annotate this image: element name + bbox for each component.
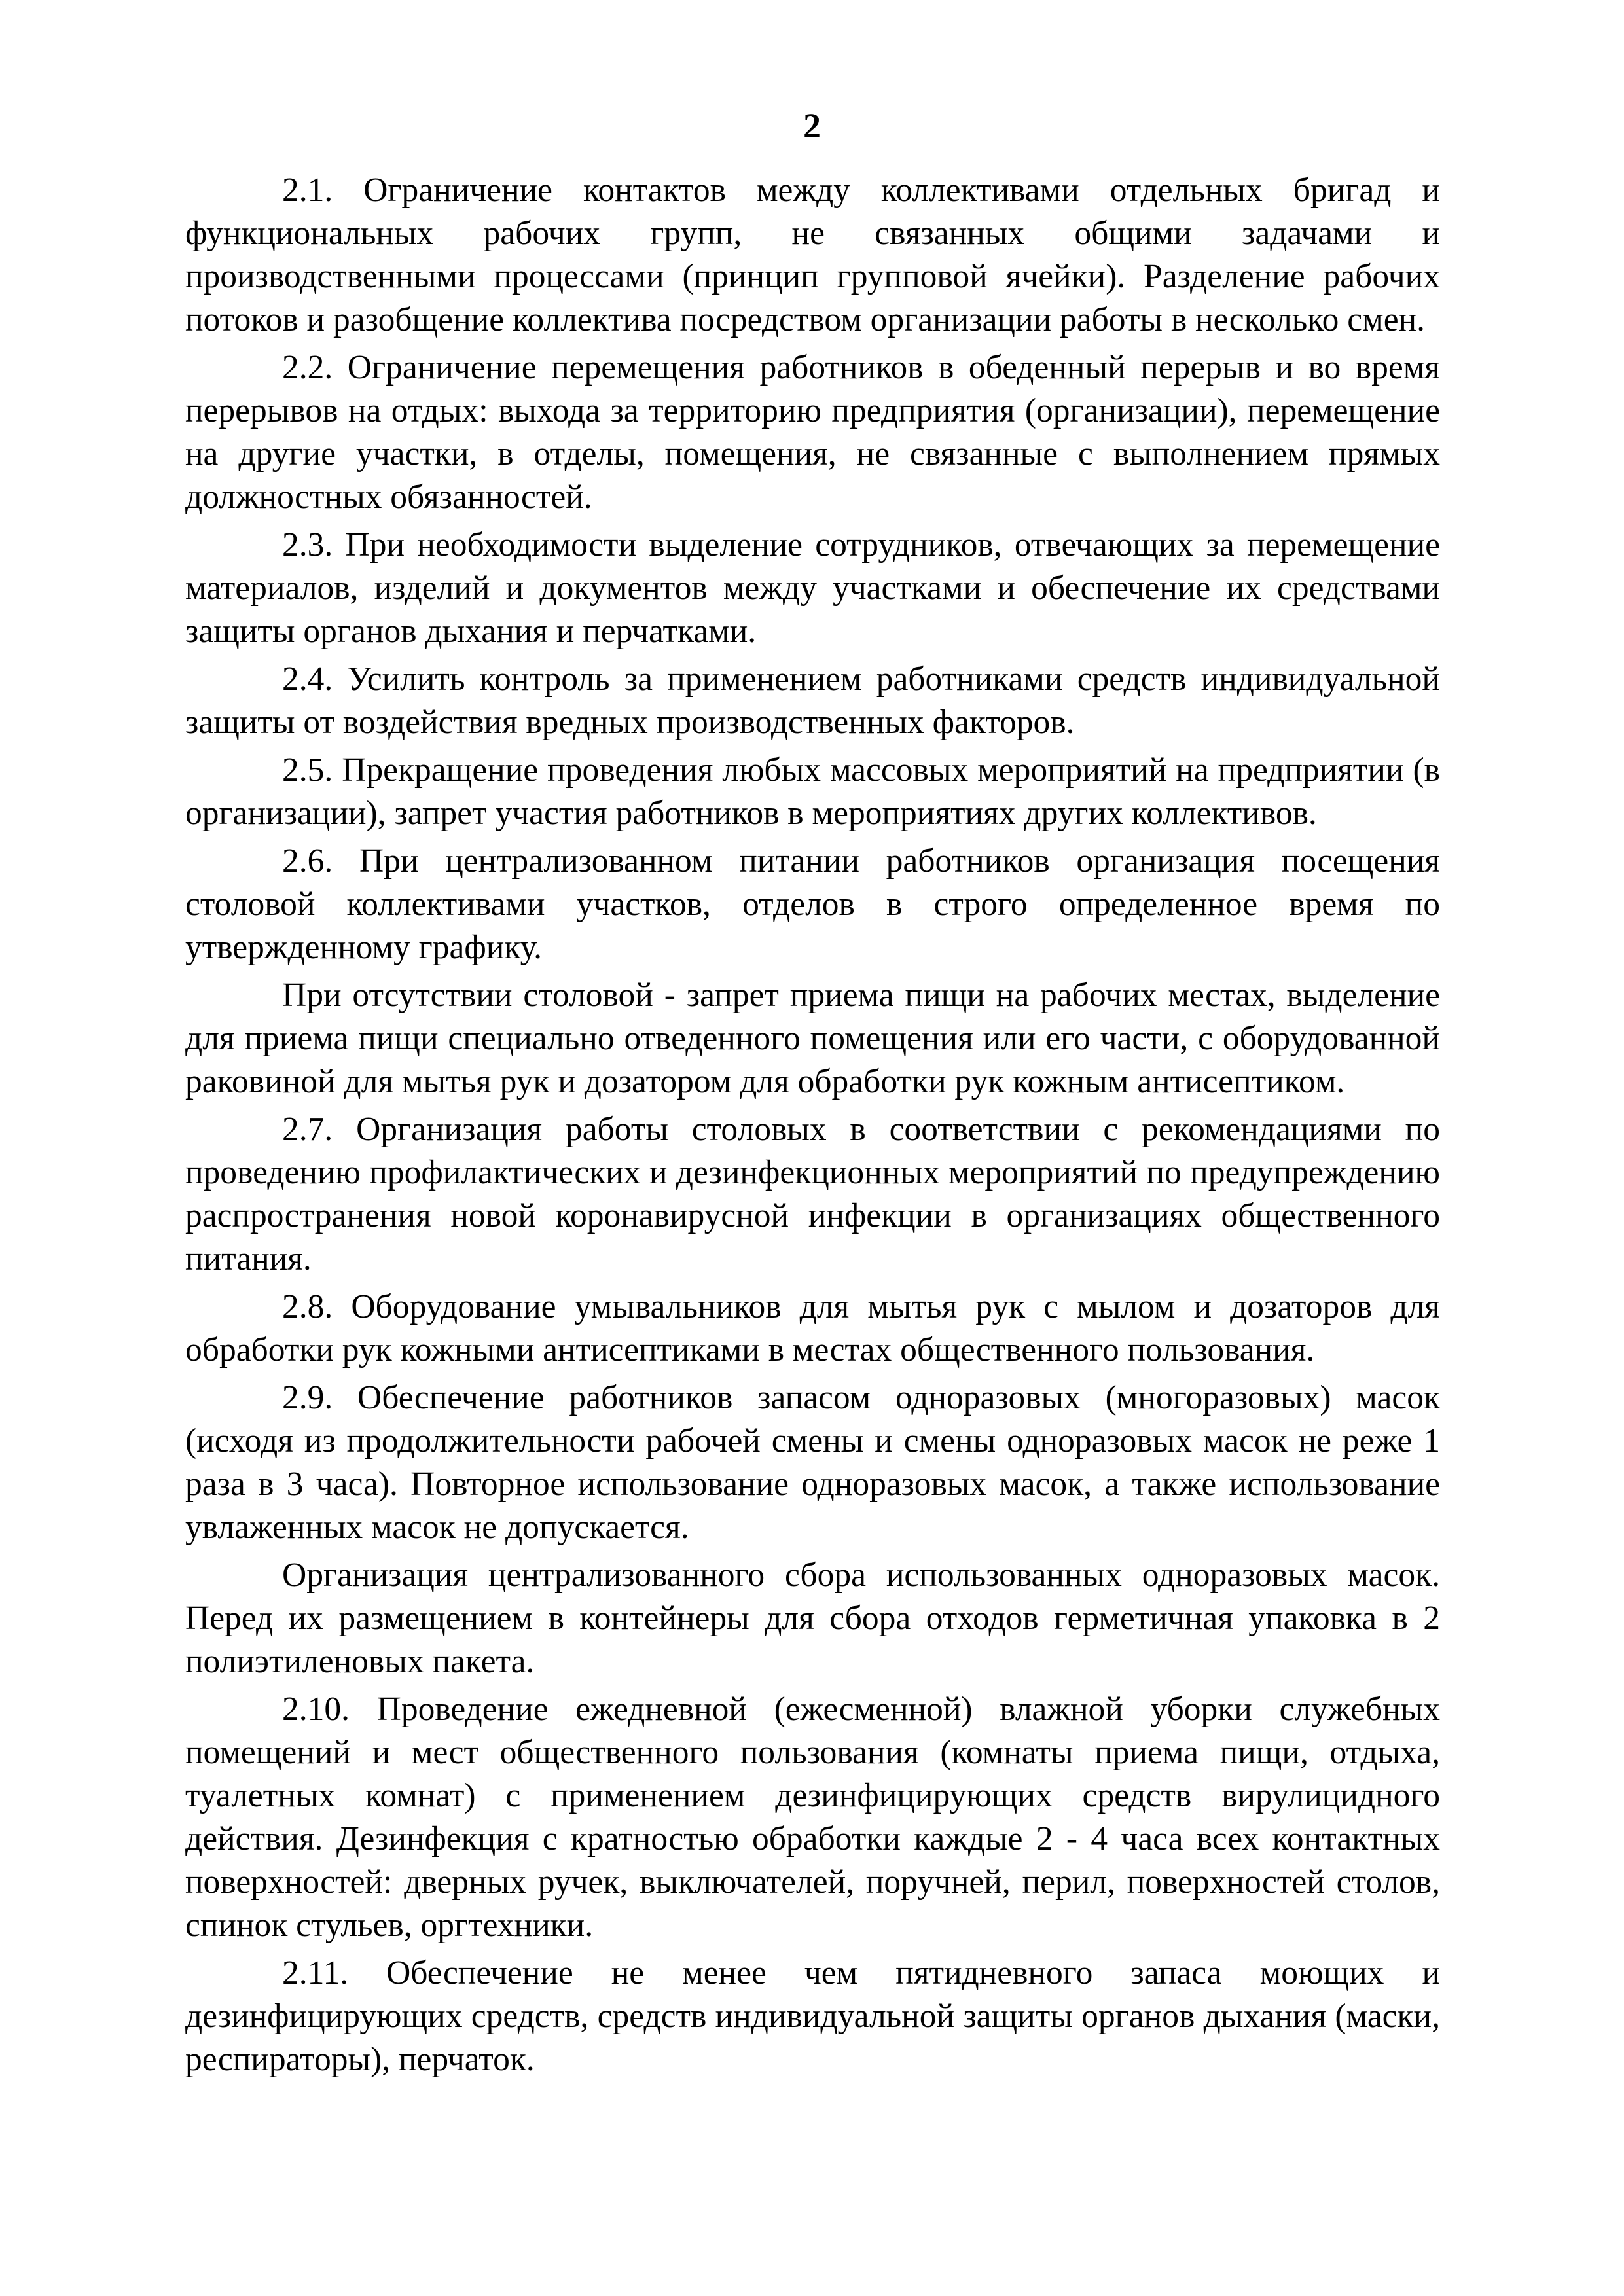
paragraph-2-8: 2.8. Оборудование умывальников для мытья рук с мылом и дозаторов для обработки рук кожными антисептиками в местах общественного пользования.: [185, 1288, 1440, 1369]
paragraph-2-11: 2.11. Обеспечение не менее чем пятидневного запаса моющих и дезинфицирующих средств, средств индивидуальной защиты органов дыхания (маски, респираторы), перчаток.: [185, 1954, 1440, 2078]
paragraph-2-4: 2.4. Усилить контроль за применением работниками средств индивидуальной защиты от воздействия вредных производственных факторов.: [185, 660, 1440, 741]
paragraph-2-1: 2.1. Ограничение контактов между коллективами отдельных бригад и функциональных рабочих групп, не связанных общими задачами и производственными процессами (принцип групповой ячейки). Разделение рабочих потоков и разобщение коллектива посредством организации работы в несколько смен.: [185, 171, 1440, 338]
page-number: 2: [803, 106, 821, 145]
paragraph-2-9: 2.9. Обеспечение работников запасом одноразовых (многоразовых) масок (исходя из продолжительности рабочей смены и смены одноразовых масок не реже 1 раза в 3 часа). Повторное использование одноразовых масок, а также использование увлаженных масок не допускается.: [185, 1379, 1440, 1546]
paragraph-2-9-continued: Организация централизованного сбора использованных одноразовых масок. Перед их размещением в контейнеры для сбора отходов герметичная упаковка в 2 полиэтиленовых пакета.: [185, 1556, 1440, 1680]
paragraph-2-3: 2.3. При необходимости выделение сотрудников, отвечающих за перемещение материалов, изделий и документов между участками и обеспечение их средствами защиты органов дыхания и перчатками.: [185, 526, 1440, 650]
paragraph-2-7: 2.7. Организация работы столовых в соответствии с рекомендациями по проведению профилактических и дезинфекционных мероприятий по предупреждению распространения новой коронавирусной инфекции в организациях общественного питания.: [185, 1111, 1440, 1278]
paragraph-2-6: 2.6. При централизованном питании работников организация посещения столовой коллективами участков, отделов в строго определенное время по утвержденному графику.: [185, 842, 1440, 966]
paragraph-2-10: 2.10. Проведение ежедневной (ежесменной) влажной уборки служебных помещений и мест общественного пользования (комнаты приема пищи, отдыха, туалетных комнат) с применением дезинфицирующих средств вирулицидного действия. Дезинфекция с кратностью обработки каждые 2 - 4 часа всех контактных поверхностей: дверных ручек, выключателей, поручней, перил, поверхностей столов, спинок стульев, оргтехники.: [185, 1691, 1440, 1944]
paragraph-2-5: 2.5. Прекращение проведения любых массовых мероприятий на предприятии (в организации), запрет участия работников в мероприятиях других коллективов.: [185, 751, 1440, 832]
document-body: [185, 169, 1440, 2086]
paragraph-2-2: 2.2. Ограничение перемещения работников в обеденный перерыв и во время перерывов на отдых: выхода за территорию предприятия (организации), перемещение на другие участки, в отделы, помещения, не связанные с выполнением прямых должностных обязанностей.: [185, 349, 1440, 516]
paragraph-2-6-continued: При отсутствии столовой - запрет приема пищи на рабочих местах, выделение для приема пищи специально отведенного помещения или его части, с оборудованной раковиной для мытья рук и дозатором для обработки рук кожным антисептиком.: [185, 977, 1440, 1100]
